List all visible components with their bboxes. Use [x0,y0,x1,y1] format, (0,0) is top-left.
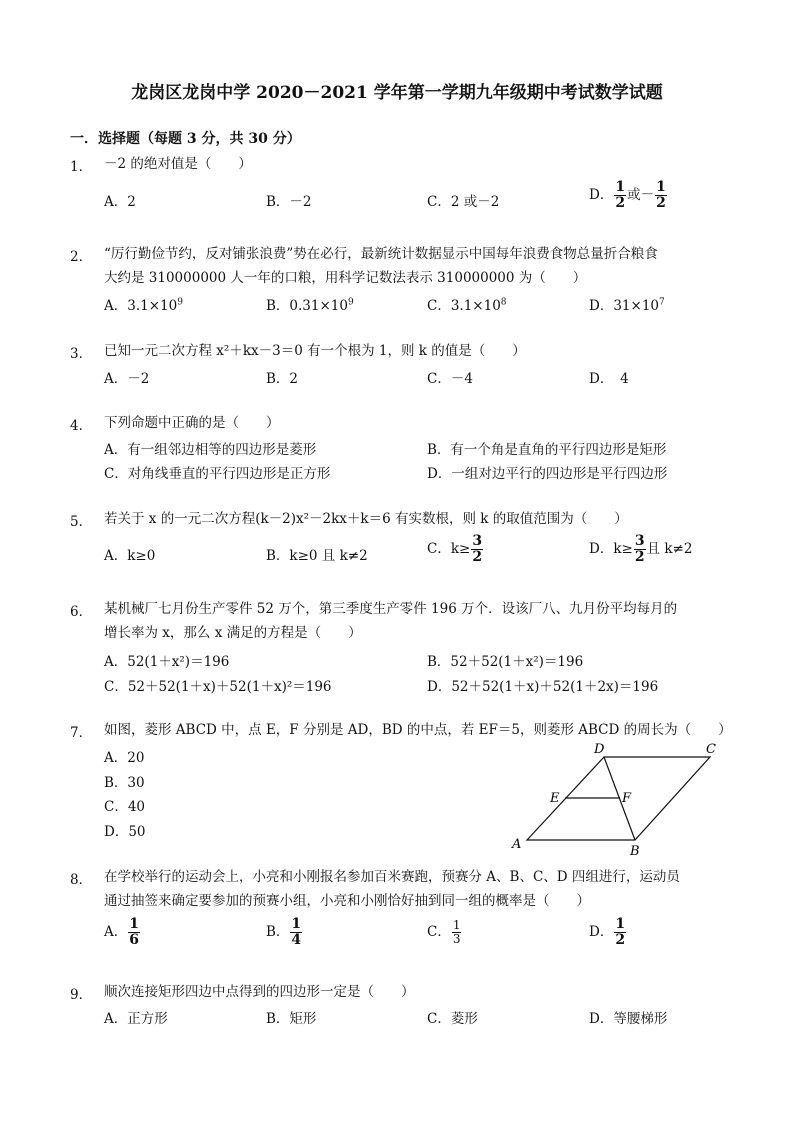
q3-option-a: A．－2 [104,371,150,387]
q8-text-line1: 在学校举行的运动会上，小亮和小刚报名参加百米赛跑，预赛分 A、B、C、D 四组进行，运动员 [104,869,680,885]
q1-option-d-label: D． [589,187,614,203]
q8-c-label: C． [427,924,451,940]
q2-option-a [104,294,183,314]
q1-d-fraction2 [655,180,667,211]
q8-a-fraction [128,917,140,948]
q1-d-numerator: 1 [615,179,626,195]
q7-number: 7． [70,725,93,741]
q7-option-a: A．20 [104,750,145,766]
section-heading: 一．选择题（每题 3 分，共 30 分） [70,131,301,147]
q5-c-fraction [471,534,483,565]
q3-text: 已知一元二次方程 x²＋kx－3＝0 有一个根为 1，则 k 的值是（ ） [104,343,526,359]
q9-option-d: D．等腰梯形 [589,1011,668,1027]
q2-text-line1: “厉行勤俭节约，反对铺张浪费”势在必行，最新统计数据显示中国每年浪费食物总量折合粮食 [104,246,658,262]
q9-option-b: B．矩形 [266,1011,317,1027]
q9-option-c: C．菱形 [427,1011,478,1027]
q5-d-denominator: 2 [634,549,645,565]
q9-text: 顺次连接矩形四边中点得到的四边形一定是（ ） [104,984,415,1000]
q2-c-exponent: 8 [500,297,507,308]
label-d: D [594,742,605,757]
q1-d-middle: 或－ [627,187,655,203]
q1-d-numerator2: 1 [656,179,666,195]
q4-option-b: B．有一个角是直角的平行四边形是矩形 [427,442,667,458]
q7-option-c: C．40 [104,799,146,815]
q1-d-denominator: 2 [615,195,626,211]
q6-text-line1: 某机械厂七月份生产零件 52 万个，第三季度生产零件 196 万个．设该厂八、九月份平均每月的 [104,601,678,617]
q1-number: 1． [70,159,93,175]
q2-text-line2: 大约是 310000000 人一年的口粮，用科学记数法表示 310000000 为（ ） [104,270,587,286]
q2-number: 2． [70,249,93,265]
q3-option-b: B．2 [266,371,299,387]
q2-option-d [589,294,665,314]
q8-c-fraction [452,919,462,946]
q5-c-numerator: 3 [472,533,483,549]
q6-text-line2: 增长率为 x，那么 x 满足的方程是（ ） [104,625,362,641]
q2-option-b [266,294,354,314]
q4-option-d: D．一组对边平行的四边形是平行四边形 [427,466,668,482]
q8-d-fraction [614,917,626,948]
q7-text: 如图，菱形 ABCD 中，点 E，F 分别是 AD，BD 的中点，若 EF＝5，则菱形 ABCD 的周长为（ ） [104,722,732,738]
q8-b-numerator: 1 [291,916,302,932]
q8-a-numerator: 1 [129,916,139,932]
q9-option-a: A．正方形 [104,1011,168,1027]
q1-option-d [589,180,668,211]
q8-d-label: D． [589,924,614,940]
q1-d-fraction [614,180,626,211]
q8-b-label: B． [266,924,290,940]
q8-option-a [104,917,141,948]
q5-option-a: A．k≥0 [104,548,156,564]
q9-number: 9． [70,987,93,1003]
label-c: C [706,742,716,757]
q2-b-base: B．0.31×10 [266,298,348,314]
q3-option-c: C．－4 [427,371,473,387]
q1-option-c: C．2 或－2 [427,194,500,210]
q7-option-d: D．50 [104,824,146,840]
q2-d-exponent: 7 [659,297,665,308]
q2-b-exponent: 9 [347,297,354,308]
q6-option-b: B．52＋52(1＋x²)＝196 [427,654,584,670]
q4-option-a: A．有一组邻边相等的四边形是菱形 [104,442,317,458]
q5-d-label: D．k≥ [589,541,633,557]
q2-a-exponent: 9 [177,297,183,308]
q2-option-c [427,294,507,314]
q5-option-b: B．k≥0 且 k≠2 [266,548,368,564]
label-a: A [512,837,522,852]
q1-d-denominator2: 2 [656,195,666,211]
q5-option-d [589,534,692,565]
q8-b-fraction [290,917,302,948]
label-f: F [622,791,632,806]
q8-d-numerator: 1 [615,916,626,932]
q1-option-b: B．－2 [266,194,312,210]
q2-d-base: D．31×10 [589,298,659,314]
rhombus-diagram [510,740,730,858]
label-b: B [630,844,640,858]
q5-c-label: C．k≥ [427,541,471,557]
q4-text: 下列命题中正确的是（ ） [104,415,280,431]
q5-number: 5． [70,514,93,530]
q6-number: 6． [70,604,93,620]
q8-c-numerator: 1 [452,918,461,932]
q6-option-a: A．52(1＋x²)＝196 [104,654,230,670]
q5-d-fraction [634,534,646,565]
q8-b-denominator: 4 [291,932,302,948]
q8-text-line2: 通过抽签来确定要参加的预赛小组，小亮和小刚恰好抽到同一组的概率是（ ） [104,893,590,909]
q8-option-d [589,917,627,948]
q6-option-d: D．52＋52(1＋x)＋52(1＋2x)＝196 [427,679,659,695]
q8-option-b [266,917,303,948]
q4-option-c: C．对角线垂直的平行四边形是正方形 [104,466,331,482]
q8-a-denominator: 6 [129,932,139,948]
q7-option-b: B．30 [104,775,145,791]
q8-a-label: A． [104,924,128,940]
q3-number: 3． [70,346,93,362]
q2-a-base: A．3.1×10 [104,298,178,314]
q8-c-denominator: 3 [452,932,461,946]
q5-d-numerator: 3 [634,533,645,549]
q2-c-base: C．3.1×10 [427,298,501,314]
q5-c-denominator: 2 [472,549,483,565]
q5-d-tail: 且 k≠2 [646,541,693,557]
q4-number: 4． [70,418,93,434]
q1-text: －2 的绝对值是（ ） [104,156,252,172]
page-title: 龙岗区龙岗中学 2020－2021 学年第一学期九年级期中考试数学试题 [131,83,663,103]
q6-option-c: C．52＋52(1＋x)＋52(1＋x)²＝196 [104,679,332,695]
q8-number: 8． [70,872,93,888]
q3-option-d: D． 4 [589,371,629,387]
q1-option-a: A．2 [104,194,136,210]
label-e: E [550,791,560,806]
q5-text: 若关于 x 的一元二次方程(k－2)x²－2kx＋k＝6 有实数根，则 k 的取值范围为（ ） [104,511,628,527]
q8-option-c [427,919,462,946]
q8-d-denominator: 2 [615,932,626,948]
q5-option-c [427,534,484,565]
